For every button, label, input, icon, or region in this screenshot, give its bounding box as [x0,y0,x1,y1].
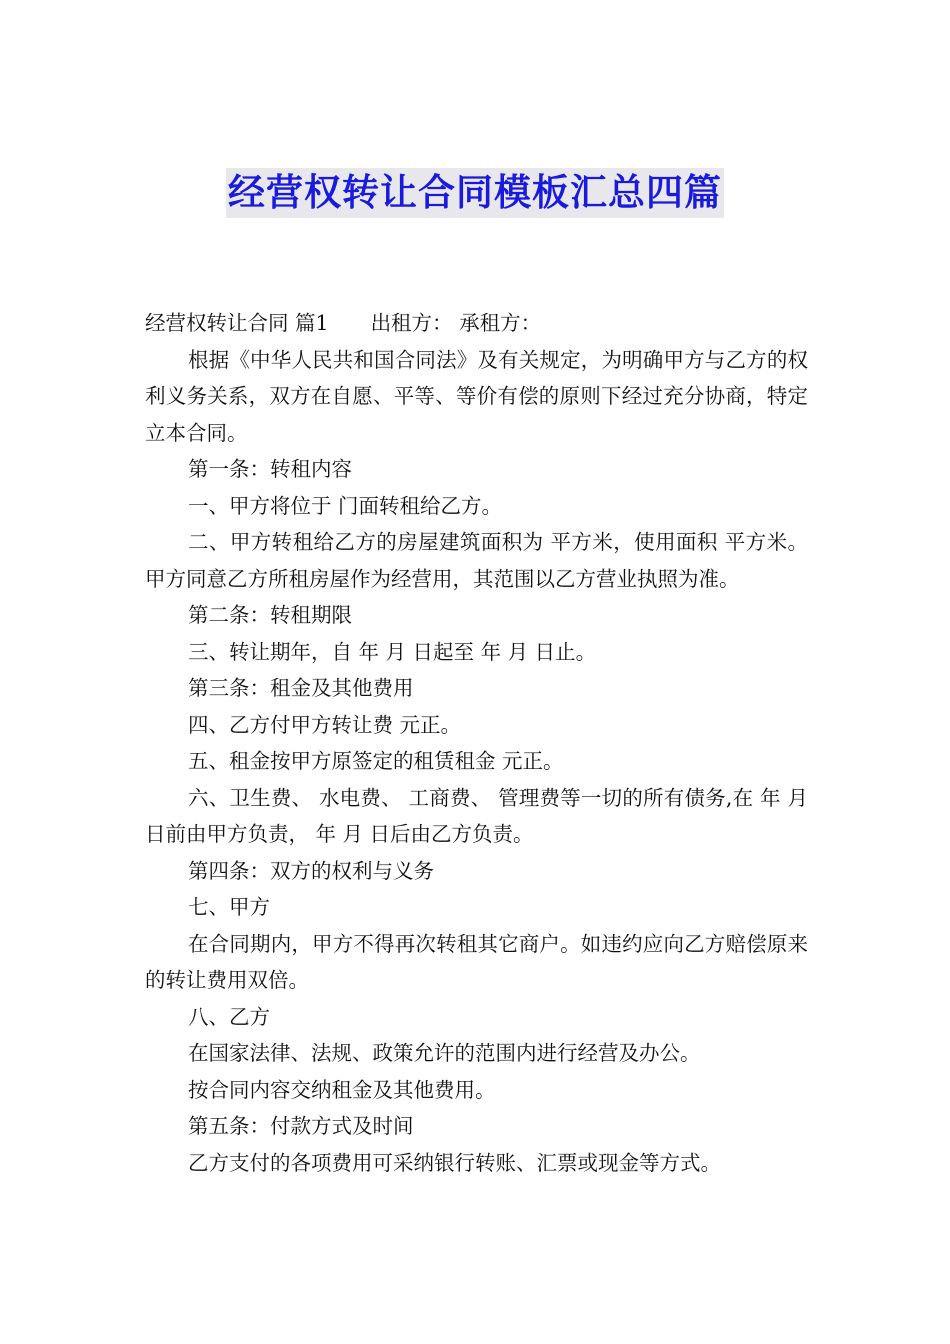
contract-header-line [145,305,808,342]
clause-8: 八、乙方 [188,1004,270,1029]
lessor-label: 出租方： [370,311,453,335]
document-title [0,168,950,218]
clause-2: 二、甲方转租给乙方的房屋建筑面积为 平方米，使用面积 平方米。甲方同意乙方所租房屋作为经营用，其范围以乙方营业执照为准。 [145,530,808,591]
clause-3: 三、转让期年，自 年 月 日起至 年 月 日止。 [188,639,597,664]
article-heading-2: 第二条：转租期限 [188,603,352,627]
clause-7-text: 在合同期内，甲方不得再次转租其它商户。如违约应向乙方赔偿原来的转让费用双倍。 [145,931,808,992]
payment-method-text: 乙方支付的各项费用可采纳银行转账、汇票或现金等方式。 [188,1150,721,1175]
lessee-label: 承租方： [459,311,542,335]
clause-5: 五、租金按甲方原签定的租赁租金 元正。 [188,749,564,773]
document-title-text: 经营权转让合同模板汇总四篇 [226,168,724,218]
article-heading-3: 第三条：租金及其他费用 [188,676,414,700]
clause-8-text-2: 按合同内容交纳租金及其他费用。 [188,1077,496,1102]
paragraph-preamble: 根据《中华人民共和国合同法》及有关规定，为明确甲方与乙方的权利义务关系，双方在自愿、平等、等价有偿的原则下经过充分协商，特定立本合同。 [145,347,808,445]
clause-8-text-1: 在国家法律、法规、政策允许的范围内进行经营及办公。 [188,1041,701,1065]
clause-1: 一、甲方将位于 门面转租给乙方。 [188,493,503,518]
clause-7: 七、甲方 [188,895,270,919]
clause-4: 四、乙方付甲方转让费 元正。 [188,712,462,737]
clause-6: 六、卫生费、 水电费、 工商费、 管理费等一切的所有债务,在 年 月 日前由甲方负责， 年 月 日后由乙方负责。 [145,785,808,846]
article-heading-4: 第四条：双方的权利与义务 [188,858,434,883]
contract-label: 经营权转让合同 篇1 [145,311,329,335]
document-body [145,305,808,1181]
article-heading-5: 第五条：付款方式及时间 [188,1114,414,1138]
article-heading-1: 第一条：转租内容 [188,457,352,481]
